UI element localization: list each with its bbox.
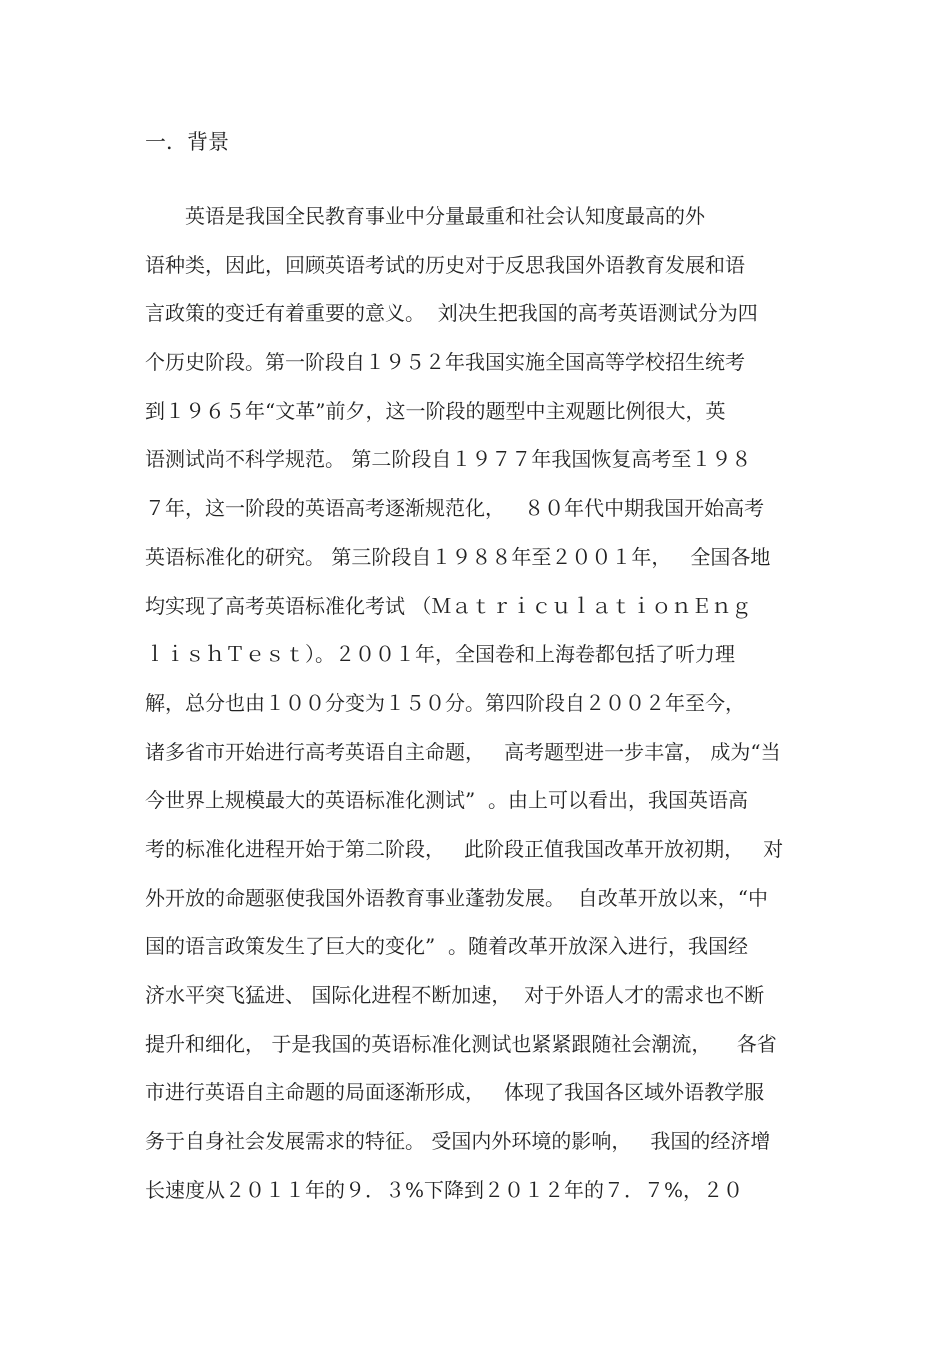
paragraph-line: 个历史阶段。第一阶段自１９５２年我国实施全国高等学校招生统考 xyxy=(145,350,745,375)
paragraph-line: 诸多省市开始进行高考英语自主命题， 高考题型进一步丰富， 成为“当 xyxy=(145,739,781,764)
paragraph-line: 今世界上规模最大的英语标准化测试” 。由上可以看出，我国英语高 xyxy=(145,788,748,813)
paragraph-line: 国的语言政策发生了巨大的变化” 。随着改革开放深入进行，我国经 xyxy=(145,934,748,959)
paragraph-line: 英语标准化的研究。 第三阶段自１９８８年至２００１年， 全国各地 xyxy=(145,544,771,569)
paragraph-line: ｌｉｓｈＴｅｓｔ）。２００１年，全国卷和上海卷都包括了听力理 xyxy=(145,642,735,667)
paragraph-line: 市进行英语自主命题的局面逐渐形成， 体现了我国各区域外语教学服 xyxy=(145,1080,765,1105)
paragraph-line: 语测试尚不科学规范。 第二阶段自１９７７年我国恢复高考至１９８ xyxy=(145,447,752,472)
paragraph-line: 解，总分也由１００分变为１５０分。第四阶段自２００２年至今， xyxy=(145,690,745,715)
paragraph-line: 长速度从２０１１年的９．３%下降到２０１２年的７．７%，２０ xyxy=(145,1177,744,1202)
paragraph-line: 语种类，因此，回顾英语考试的历史对于反思我国外语教育发展和语 xyxy=(145,252,745,277)
paragraph-line: 济水平突飞猛进、 国际化进程不断加速， 对于外语人才的需求也不断 xyxy=(145,983,765,1007)
paragraph-line: 到１９６５年“文革”前夕，这一阶段的题型中主观题比例很大，英 xyxy=(145,398,726,423)
paragraph-line: 均实现了高考英语标准化考试 （ＭａｔｒｉｃｕｌａｔｉｏｎＥｎｇ xyxy=(145,593,752,618)
paragraph-line: 考的标准化进程开始于第二阶段， 此阶段正值我国改革开放初期， 对 xyxy=(145,836,784,861)
paragraph-line: ７年，这一阶段的英语高考逐渐规范化， ８０年代中期我国开始高考 xyxy=(145,496,765,521)
paragraph-line: 外开放的命题驱使我国外语教育事业蓬勃发展。 自改革开放以来，“中 xyxy=(145,885,768,910)
paragraph-line: 务于自身社会发展需求的特征。 受国内外环境的影响， 我国的经济增 xyxy=(145,1129,771,1154)
section-heading: 一．背景 xyxy=(145,130,229,154)
paragraph-line: 英语是我国全民教育事业中分量最重和社会认知度最高的外 xyxy=(145,204,705,228)
body-paragraph xyxy=(145,198,815,1220)
paragraph-line: 提升和细化， 于是我国的英语标准化测试也紧紧跟随社会潮流， 各省 xyxy=(145,1031,777,1056)
paragraph-line: 言政策的变迁有着重要的意义。 刘决生把我国的高考英语测试分为四 xyxy=(145,301,758,326)
